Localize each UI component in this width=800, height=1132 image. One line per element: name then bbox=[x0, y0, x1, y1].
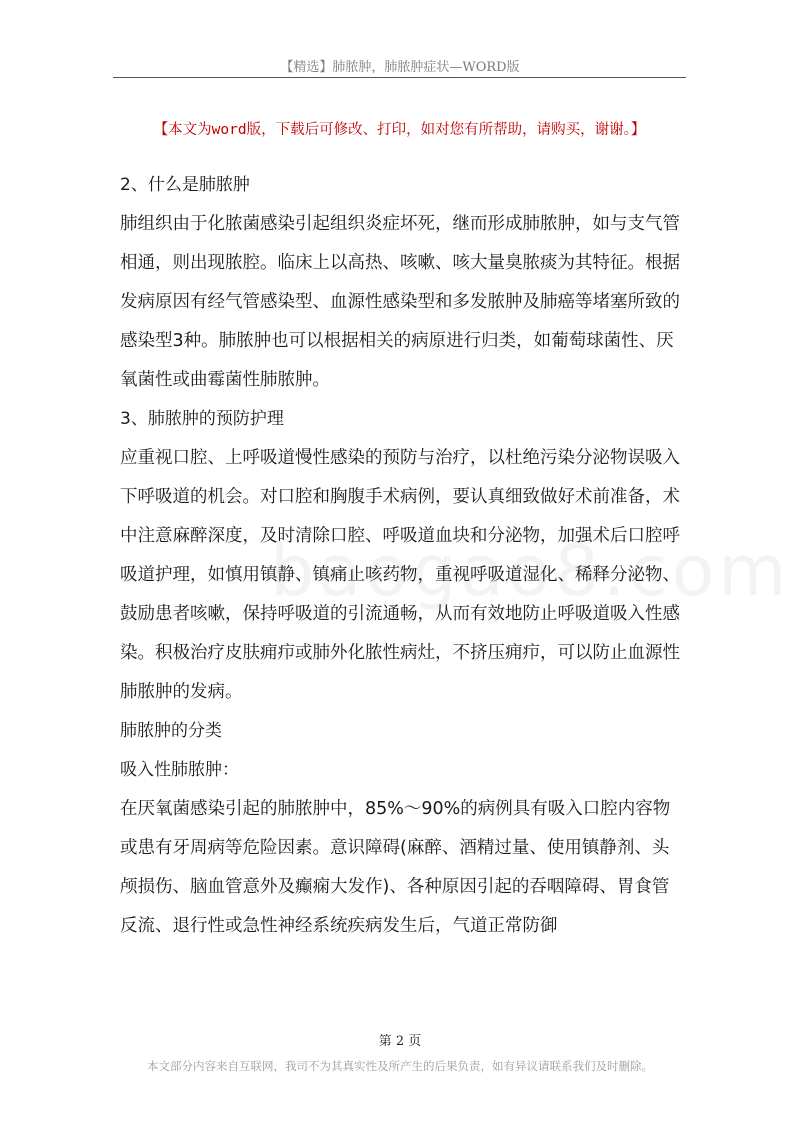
document-body bbox=[120, 166, 686, 946]
footer-disclaimer: 本文部分内容来自互联网，我司不为其真实性及所产生的后果负责，如有异议请联系我们及时删除。 bbox=[147, 1059, 653, 1073]
subsection-heading: 吸入性肺脓肿： bbox=[120, 760, 239, 780]
section-heading: 2、什么是肺脓肿 bbox=[120, 175, 250, 195]
body-paragraph: 在厌氧菌感染引起的肺脓肿中，85%～90%的病例具有吸入口腔内容物或患有牙周病等危险因素。意识障碍(麻醉、酒精过量、使用镇静剂、头颅损伤、脑血管意外及癫痫大发作)、各种原因引起的吞咽障碍、胃食管反流、退行性或急性神经系统疾病发生后，气道正常防御 bbox=[120, 799, 671, 936]
section-heading: 肺脓肿的分类 bbox=[120, 721, 222, 741]
body-paragraph: 肺组织由于化脓菌感染引起组织炎症坏死，继而形成肺脓肿，如与支气管相通，则出现脓腔。临床上以高热、咳嗽、咳大量臭脓痰为其特征。根据发病原因有经气管感染型、血源性感染型和多发脓肿及肺癌等堵塞所致的感染型3种。肺脓肿也可以根据相关的病原进行归类，如葡萄球菌性、厌氧菌性或曲霉菌性肺脓肿。 bbox=[120, 214, 680, 390]
download-notice: 【本文为word版，下载后可修改、打印，如对您有所帮助，请购买，谢谢。】 bbox=[153, 122, 646, 138]
header-divider bbox=[113, 77, 686, 78]
section-heading: 3、肺脓肿的预防护理 bbox=[120, 409, 284, 429]
page-number: 第 2 页 bbox=[378, 1034, 422, 1049]
body-paragraph: 应重视口腔、上呼吸道慢性感染的预防与治疗，以杜绝污染分泌物误吸入下呼吸道的机会。对口腔和胸腹手术病例，要认真细致做好术前准备，术中注意麻醉深度，及时清除口腔、呼吸道血块和分泌物，加强术后口腔呼吸道护理，如慎用镇静、镇痛止咳药物，重视呼吸道湿化、稀释分泌物、鼓励患者咳嗽，保持呼吸道的引流通畅，从而有效地防止呼吸道吸入性感染。积极治疗皮肤痈疖或肺外化脓性病灶，不挤压痈疖，可以防止血源性肺脓肿的发病。 bbox=[120, 448, 680, 702]
page-header-title: 【精选】肺脓肿，肺脓肿症状—WORD版 bbox=[280, 60, 520, 75]
